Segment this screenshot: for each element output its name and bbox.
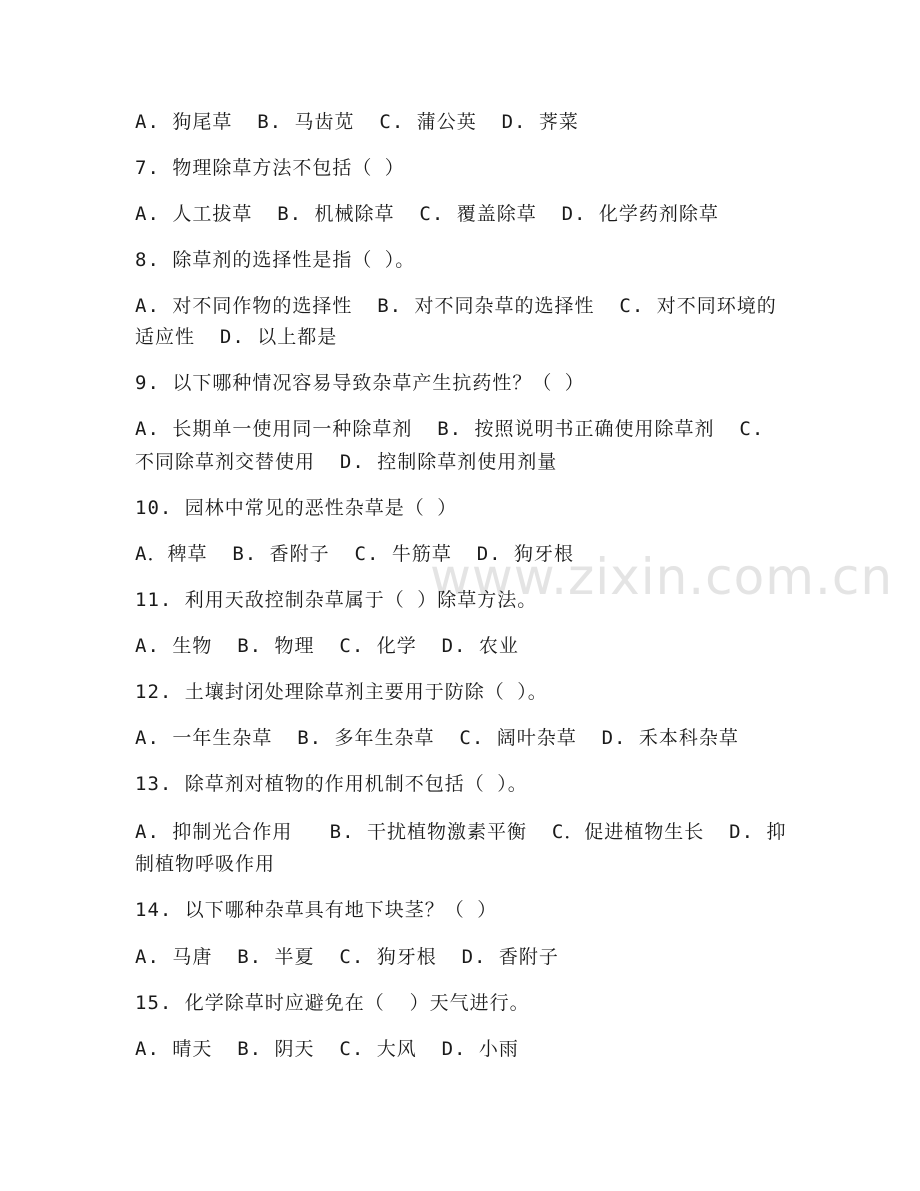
- q9-question: 9. 以下哪种情况容易导致杂草产生抗药性？（ ）: [135, 372, 585, 394]
- q15-options: A. 晴天 B. 阴天 C. 大风 D. 小雨: [135, 1038, 519, 1060]
- q6-options: A. 狗尾草 B. 马齿苋 C. 蒲公英 D. 荠菜: [135, 111, 579, 133]
- q13-options-line1: A. 抑制光合作用 B. 干扰植物激素平衡 C．促进植物生长 D. 抑: [135, 821, 787, 843]
- q11-options: A. 生物 B. 物理 C. 化学 D. 农业: [135, 635, 519, 657]
- q7-question: 7. 物理除草方法不包括（ ）: [135, 157, 405, 179]
- q12-options: A. 一年生杂草 B. 多年生杂草 C. 阔叶杂草 D. 禾本科杂草: [135, 727, 739, 749]
- q10-options: A．稗草 B. 香附子 C. 牛筋草 D. 狗牙根: [135, 543, 575, 565]
- q13-question: 13. 除草剂对植物的作用机制不包括（ ）。: [135, 773, 528, 795]
- q9-options-line2: 不同除草剂交替使用 D. 控制除草剂使用剂量: [135, 451, 558, 473]
- q8-question: 8. 除草剂的选择性是指（ ）。: [135, 249, 416, 271]
- q8-options-line2: 适应性 D. 以上都是: [135, 326, 338, 348]
- watermark: www.zixin.com.cn: [430, 548, 894, 606]
- q15-question: 15. 化学除草时应避免在（ ）天气进行。: [135, 992, 530, 1014]
- q7-options: A. 人工拔草 B. 机械除草 C. 覆盖除草 D. 化学药剂除草: [135, 203, 719, 225]
- q13-options-line2: 制植物呼吸作用: [135, 853, 276, 875]
- q12-question: 12. 土壤封闭处理除草剂主要用于防除（ ）。: [135, 681, 548, 703]
- q14-options: A. 马唐 B. 半夏 C. 狗牙根 D. 香附子: [135, 946, 559, 968]
- q8-options-line1: A. 对不同作物的选择性 B. 对不同杂草的选择性 C. 对不同环境的: [135, 295, 777, 317]
- q9-options-line1: A. 长期单一使用同一种除草剂 B. 按照说明书正确使用除草剂 C.: [135, 418, 765, 440]
- q10-question: 10. 园林中常见的恶性杂草是（ ）: [135, 497, 458, 519]
- q11-question: 11. 利用天敌控制杂草属于（ ）除草方法。: [135, 589, 538, 611]
- q14-question: 14. 以下哪种杂草具有地下块茎？（ ）: [135, 899, 498, 921]
